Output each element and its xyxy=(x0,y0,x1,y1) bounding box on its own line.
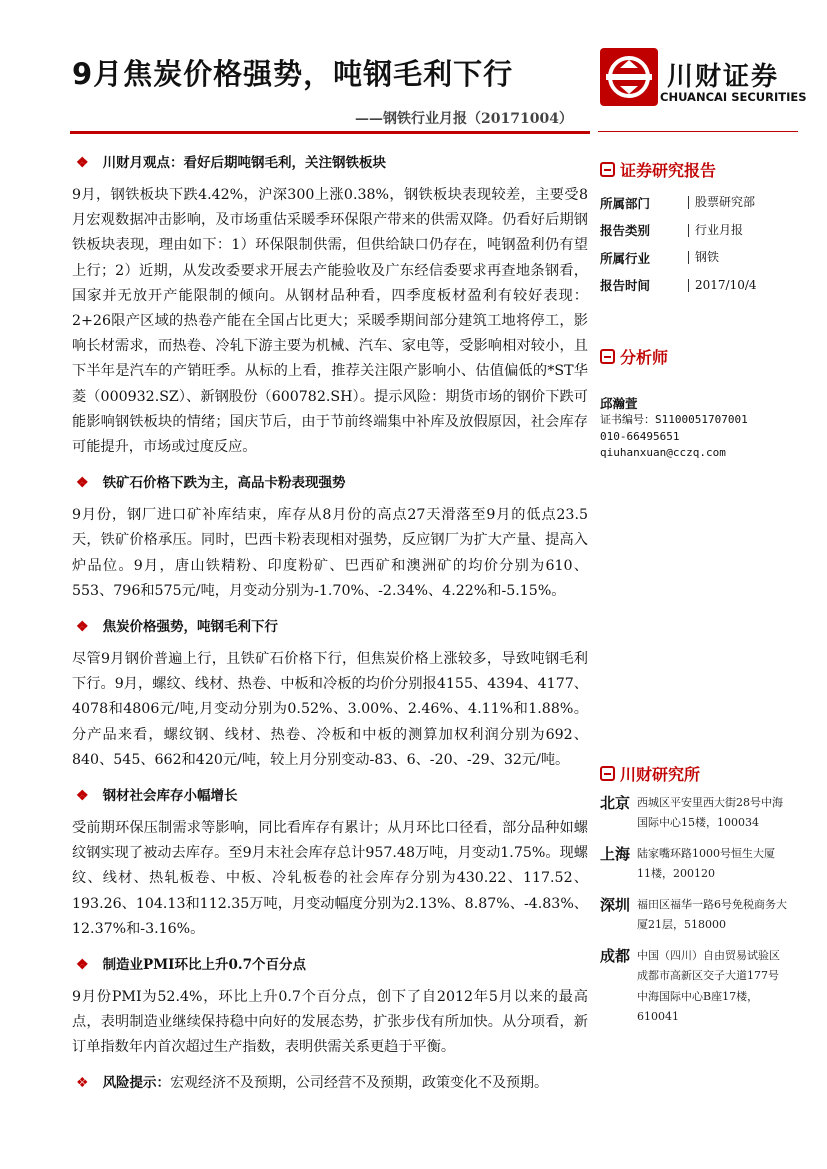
office-item: 成都 中国（四川）自由贸易试验区成都市高新区交子大道177号中海国际中心B座17楼，610041 xyxy=(600,946,780,1023)
office-list xyxy=(600,793,800,1028)
diamond-bullet-icon: ❖ xyxy=(76,1075,89,1092)
diamond-bullet-icon: ❖ xyxy=(76,956,89,973)
section-paragraph: 9月份，钢厂进口矿补库结束，库存从8月份的高点27天滑落至9月的低点23.5天，铁矿价格承压。同时，巴西卡粉表现相对强势，反应钢厂为扩大产量、提高入炉品位。9月，唐山铁精粉、印度粉矿、巴西矿和澳洲矿的均价分别为610、553、796和575元/吨，月变动分别为-1.70%、-2.34%、4.22%和-5.15%。 xyxy=(72,507,588,599)
brand-name-en: CHUANCAI SECURITIES xyxy=(660,90,807,104)
title-divider xyxy=(70,131,590,134)
report-info-table xyxy=(600,189,800,299)
office-item: 上海 陆家嘴环路1000号恒生大厦11楼，200120 xyxy=(600,844,775,880)
analyst-icon xyxy=(600,349,615,364)
main-content xyxy=(72,150,588,1096)
risk-warning xyxy=(72,1071,588,1096)
section-1 xyxy=(72,150,588,460)
office-item: 深圳 福田区福华一路6号免税商务大厦21层，518000 xyxy=(600,895,787,931)
diamond-bullet-icon: ❖ xyxy=(76,618,89,635)
report-subtitle: ——钢铁行业月报（20171004） xyxy=(355,111,573,127)
info-row: 报告时间 2017/10/4 xyxy=(600,277,757,294)
institute-icon xyxy=(600,766,615,781)
info-row: 报告类别 行业月报 xyxy=(600,222,744,239)
info-row: 所属部门 股票研究部 xyxy=(600,195,756,211)
info-row: 所属行业 钢铁 xyxy=(600,250,720,266)
report-title: 9月焦炭价格强势，吨钢毛利下行 xyxy=(72,57,514,91)
section-4 xyxy=(72,783,588,942)
section-heading: ❖ 制造业PMI环比上升0.7个百分点 xyxy=(76,956,306,973)
section-paragraph: 9月，钢铁板块下跌4.42%，沪深300上涨0.38%，钢铁板块表现较差，主要受8月宏观数据冲击影响，及市场重估采暖季环保限产带来的供需双降。仍看好后期钢铁板块表现，理由如下：1）环保限制供需，但供给缺口仍存在，吨钢盈利仍有望上行；2）近期，从发改委要求开展去产能验收及广东经信委要求再查地条钢看，国家并无放开产能限制的倾向。从钢材品种看，四季度板材盈利有较好表现：2+26限产区域的热卷产能在全国占比更大；采暖季期间部分建筑工地将停工，影响长材需求，而热卷、冷轧下游主要为机械、汽车、家电等，受影响相对较小，且下半年是汽车的产销旺季。从标的上看，推荐关注限产影响小、估值偏低的*ST华菱（000932.SZ）、新钢股份（600782.SH）。提示风险：期货市场的钢价下跌可能影响钢铁板块的情绪；国庆节后，由于节前终端集中补库及放假原因，社会库存可能提升，市场或过度反应。 xyxy=(72,187,588,456)
analyst-name: 邱瀚萱 xyxy=(600,396,638,411)
section-paragraph: 9月份PMI为52.4%，环比上升0.7个百分点，创下了自2012年5月以来的最高点，表明制造业继续保持稳中向好的发展态势，扩张步伐有所加快。从分项看，新订单指数年内首次超过生产指数，表明供需关系更趋于平衡。 xyxy=(72,989,588,1056)
section-heading: ❖ 焦炭价格强势，吨钢毛利下行 xyxy=(76,618,279,635)
section-heading: ❖ 铁矿石价格下跌为主，高品卡粉表现强势 xyxy=(76,474,346,491)
institute-heading: 川财研究所 xyxy=(600,762,800,785)
brand-name-cn: 川财证券 xyxy=(667,62,780,92)
diamond-bullet-icon: ❖ xyxy=(76,787,89,804)
office-item: 北京 西城区平安里西大街28号中海国际中心15楼，100034 xyxy=(600,793,783,829)
section-heading: ❖ 钢材社会库存小幅增长 xyxy=(76,787,238,804)
section-3 xyxy=(72,614,588,773)
risk-text: 宏观经济不及预期，公司经营不及预期，政策变化不及预期。 xyxy=(170,1075,549,1092)
diamond-bullet-icon: ❖ xyxy=(76,154,89,171)
report-info-heading: 证券研究报告 xyxy=(600,158,800,181)
analyst-email[interactable]: qiuhanxuan@cczq.com xyxy=(600,446,726,459)
section-2 xyxy=(72,470,588,604)
analyst-heading: 分析师 xyxy=(600,345,800,368)
section-5 xyxy=(72,952,588,1061)
section-heading: ❖ 川财月观点：看好后期吨钢毛利，关注钢铁板块 xyxy=(76,154,387,171)
analyst-cert: 证书编号：S1100051707001 xyxy=(600,413,748,426)
diamond-bullet-icon: ❖ xyxy=(76,474,89,491)
risk-label: 风险提示： xyxy=(102,1075,171,1092)
sidebar xyxy=(600,158,800,1038)
chuancai-logo-icon xyxy=(600,48,658,106)
section-paragraph: 尽管9月钢价普遍上行，且铁矿石价格下行，但焦炭价格上涨较多，导致吨钢毛利下行。9月，螺纹、线材、热卷、中板和冷板的均价分别报4155、4394、4177、4078和4806元/吨,月变动分别为0.52%、3.00%、2.46%、4.11%和1.88%。分产品来看，螺纹钢、线材、热卷、冷板和中板的测算加权利润分别为692、840、545、662和420元/吨，较上月分别变动-83、6、-20、-29、32元/吨。 xyxy=(72,651,588,768)
report-icon xyxy=(600,162,615,177)
side-divider xyxy=(598,131,798,132)
analyst-phone: 010-66495651 xyxy=(600,429,680,443)
section-paragraph: 受前期环保压制需求等影响，同比看库存有累计；从月环比口径看，部分品种如螺纹钢实现了被动去库存。至9月末社会库存总计957.48万吨，月变动1.75%。现螺纹、线材、热轧板卷、中板、冷轧板卷的社会库存分别为430.22、117.52、193.26、104.13和112.35万吨，月变动幅度分别为2.13%、8.87%、-4.83%、12.37%和-3.16%。 xyxy=(72,820,588,937)
